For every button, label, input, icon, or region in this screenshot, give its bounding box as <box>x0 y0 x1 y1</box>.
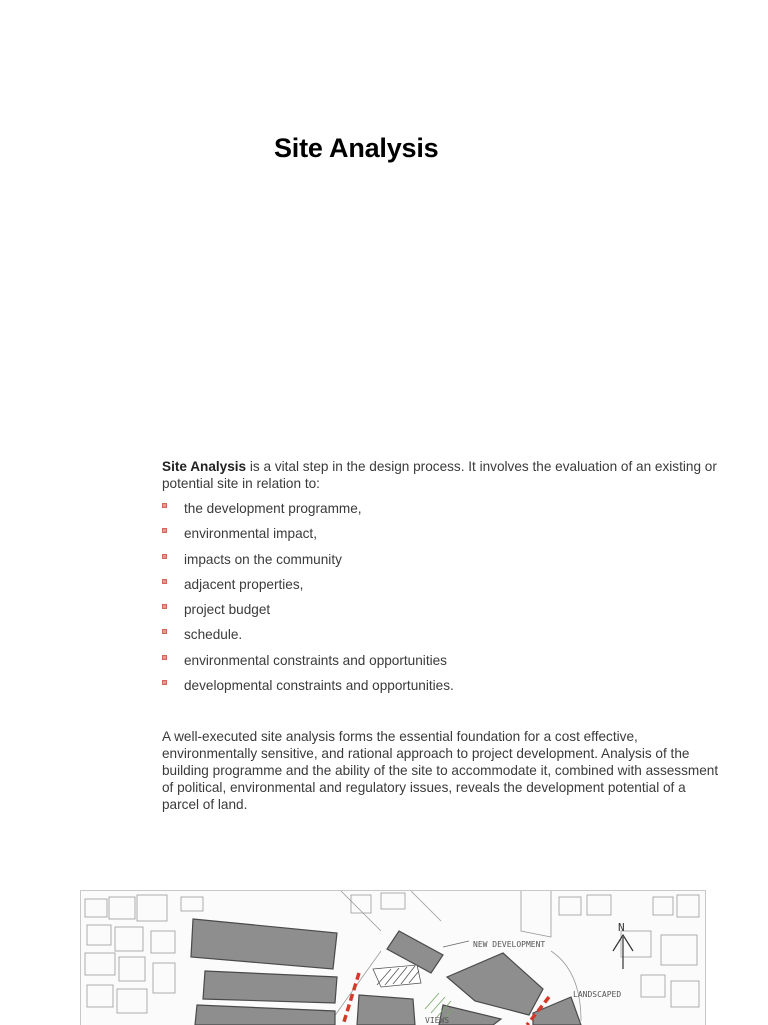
list-item-text: environmental impact, <box>184 526 317 542</box>
list-item-text: the development programme, <box>184 501 362 516</box>
list-item <box>162 677 722 702</box>
list-item <box>162 652 722 677</box>
building <box>195 1005 335 1025</box>
bullet-marker-icon <box>162 655 167 660</box>
list-item-text: schedule. <box>184 627 243 643</box>
site-plan-sketch <box>80 890 706 1025</box>
hatched-zone <box>373 965 421 987</box>
page-title: Site Analysis <box>274 133 439 163</box>
intro-text: is a vital step in the design process. It involves the evaluation of an existing or potential site in relation to: <box>162 459 717 491</box>
list-item-text: adjacent properties, <box>184 576 304 592</box>
list-item-text: project budget <box>184 602 271 618</box>
intro-paragraph <box>162 458 722 492</box>
building <box>191 919 337 969</box>
bullet-marker-icon <box>162 579 167 584</box>
bullet-marker-icon <box>162 604 167 609</box>
label-landscaped: LANDSCAPED <box>573 990 622 999</box>
bullet-marker-icon <box>162 629 167 634</box>
bullet-marker-icon <box>162 528 167 533</box>
north-label: N <box>618 921 625 934</box>
bullet-marker-icon <box>162 554 167 559</box>
intro-term: Site Analysis <box>162 459 247 474</box>
north-arrow-icon <box>613 935 633 969</box>
list-item <box>162 626 722 651</box>
site-plan-drawing <box>81 891 705 1025</box>
list-item-text: impacts on the community <box>184 551 342 567</box>
body-paragraph: A well-executed site analysis forms the essential foundation for a cost effective, environmentally sensitive, and rational approach to project development. Analysis of the building programme and the ability of the site to accommodate it, combined with assessment of political, environmental and regulatory issues, reveals the development potential of a parcel of land. <box>162 729 719 812</box>
bullet-marker-icon <box>162 503 167 508</box>
bullet-list <box>162 500 722 702</box>
list-item <box>162 500 722 525</box>
list-item <box>162 601 722 626</box>
building <box>203 971 337 1003</box>
building <box>447 953 543 1015</box>
building <box>357 995 415 1025</box>
list-item <box>162 525 722 550</box>
bullet-marker-icon <box>162 680 167 685</box>
list-item <box>162 551 722 576</box>
label-new-development: NEW DEVELOPMENT <box>473 940 546 949</box>
list-item <box>162 576 722 601</box>
label-views: VIEWS <box>425 1016 450 1025</box>
list-item-text: environmental constraints and opportunities <box>184 652 447 668</box>
list-item-text: developmental constraints and opportunities. <box>184 678 454 694</box>
